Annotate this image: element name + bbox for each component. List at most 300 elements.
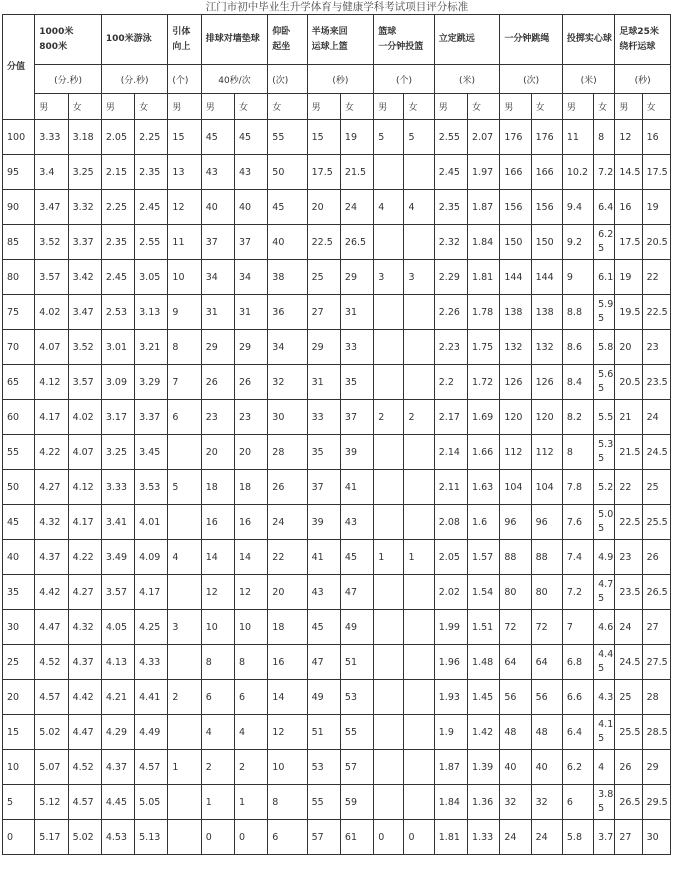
table-cell: 80 [531,575,562,610]
table-cell [374,470,404,505]
table-cell: 156 [531,190,562,225]
table-cell: 32 [268,365,307,400]
table-cell: 26 [615,750,642,785]
table-cell: 2.35 [135,155,168,190]
table-cell: 29.5 [642,785,670,820]
table-row [3,785,671,820]
table-cell: 26 [234,365,267,400]
table-cell: 3.42 [68,260,101,295]
table-cell: 4 [594,750,615,785]
table-cell: 156 [500,190,531,225]
table-cell: 24 [340,190,373,225]
table-cell: 1.33 [468,820,500,855]
table-cell: 17.5 [307,155,340,190]
table-cell: 34 [234,260,267,295]
table-cell: 33 [307,400,340,435]
table-cell: 8 [562,435,593,470]
table-cell: 1.45 [468,680,500,715]
table-cell: 27.5 [642,645,670,680]
event-header: 篮球 一分钟投篮 [374,15,435,65]
table-cell: 11 [168,225,201,260]
table-cell: 3.09 [101,365,134,400]
table-cell: 29 [340,260,373,295]
table-cell: 16 [268,645,307,680]
table-cell: 2 [404,400,434,435]
table-cell: 0 [404,820,434,855]
table-cell: 10 [234,610,267,645]
table-cell: 34 [201,260,234,295]
gender-header: 女 [234,94,267,120]
table-cell: 2.55 [135,225,168,260]
score-cell: 25 [3,645,35,680]
table-cell: 4.13 [101,645,134,680]
table-cell: 6 [268,820,307,855]
table-cell: 3.33 [35,120,68,155]
table-cell: 5 [404,120,434,155]
table-cell: 48 [500,715,531,750]
table-cell: 8 [268,785,307,820]
table-cell: 5.02 [35,715,68,750]
table-cell: 14.5 [615,155,642,190]
table-cell: 138 [500,295,531,330]
table-cell: 24 [500,820,531,855]
table-cell: 27 [307,295,340,330]
table-cell: 2.02 [434,575,467,610]
table-cell: 55 [307,785,340,820]
event-header: 100米游泳 [101,15,168,65]
table-cell: 16 [615,190,642,225]
table-cell: 16 [201,505,234,540]
score-cell: 100 [3,120,35,155]
table-cell: 4.12 [68,470,101,505]
unit-header: (分.秒) [101,65,168,94]
page-title: 江门市初中毕业生升学体育与健康学科考试项目评分标准 [205,1,469,13]
table-cell: 9 [168,295,201,330]
table-cell: 8.6 [562,330,593,365]
table-cell: 1.66 [468,435,500,470]
table-cell: 17.5 [615,225,642,260]
table-cell: 40 [500,750,531,785]
table-cell: 96 [500,505,531,540]
table-cell: 4.32 [68,610,101,645]
table-cell: 22 [268,540,307,575]
table-cell [404,750,434,785]
table-cell [168,575,201,610]
table-cell: 45 [234,120,267,155]
table-cell [374,435,404,470]
table-cell: 166 [531,155,562,190]
table-cell [374,575,404,610]
gender-header: 女 [135,94,168,120]
table-cell: 3.32 [68,190,101,225]
table-cell: 43 [201,155,234,190]
table-cell: 2 [234,750,267,785]
table-cell: 1.81 [434,820,467,855]
unit-header: (秒) [307,65,374,94]
table-cell: 26.5 [340,225,373,260]
table-cell: 32 [500,785,531,820]
table-cell: 4.47 [35,610,68,645]
table-cell: 43 [340,505,373,540]
table-cell: 1 [234,785,267,820]
table-row [3,750,671,785]
table-cell: 28.5 [642,715,670,750]
table-cell: 1.93 [434,680,467,715]
table-cell: 23.5 [615,575,642,610]
table-cell: 4.33 [135,645,168,680]
table-cell: 29 [642,750,670,785]
table-cell: 25.5 [642,505,670,540]
table-cell: 23 [642,330,670,365]
table-cell: 64 [531,645,562,680]
score-cell: 0 [3,820,35,855]
table-cell: 22.5 [642,295,670,330]
table-cell: 9 [562,260,593,295]
table-cell: 144 [500,260,531,295]
table-cell: 7.2 [594,155,615,190]
gender-header: 男 [35,94,68,120]
table-cell: 5.0 5 [594,505,615,540]
score-cell: 70 [3,330,35,365]
table-cell: 4.57 [35,680,68,715]
table-cell: 3.52 [68,330,101,365]
table-row [3,120,671,155]
table-cell: 41 [340,470,373,505]
table-cell: 2.45 [101,260,134,295]
table-cell: 2 [201,750,234,785]
table-cell: 2.05 [101,120,134,155]
table-cell: 45 [307,610,340,645]
table-cell: 4.6 [594,610,615,645]
table-cell: 104 [531,470,562,505]
table-cell: 4.49 [135,715,168,750]
table-cell: 1.42 [468,715,500,750]
table-cell: 5 [168,470,201,505]
table-cell: 64 [500,645,531,680]
table-cell: 72 [531,610,562,645]
table-cell: 49 [307,680,340,715]
table-cell: 7 [562,610,593,645]
table-cell: 31 [307,365,340,400]
table-cell: 4.37 [35,540,68,575]
table-cell: 4.37 [101,750,134,785]
event-header: 1000米 800米 [35,15,102,65]
table-cell: 37 [307,470,340,505]
table-cell: 132 [531,330,562,365]
table-cell: 51 [340,645,373,680]
table-row [3,820,671,855]
table-cell: 20.5 [615,365,642,400]
table-cell: 4.3 [594,680,615,715]
table-cell: 4.02 [68,400,101,435]
table-cell: 8 [234,645,267,680]
event-header: 仰卧 起坐 [268,15,307,65]
table-cell: 1.84 [434,785,467,820]
table-cell: 22.5 [615,505,642,540]
table-cell: 55 [268,120,307,155]
table-cell: 38 [268,260,307,295]
table-row [3,540,671,575]
table-cell: 3.57 [35,260,68,295]
table-cell: 20 [307,190,340,225]
table-cell: 15 [168,120,201,155]
table-cell: 8.2 [562,400,593,435]
table-row [3,610,671,645]
table-cell: 26.5 [615,785,642,820]
table-cell: 25 [615,680,642,715]
table-cell: 31 [201,295,234,330]
event-header: 引体 向上 [168,15,201,65]
table-cell: 40 [531,750,562,785]
table-cell: 28 [642,680,670,715]
table-cell: 120 [531,400,562,435]
table-cell: 126 [531,365,562,400]
table-cell: 6.4 [594,190,615,225]
table-cell: 3.05 [135,260,168,295]
unit-header: (次) [268,65,307,94]
table-cell: 59 [340,785,373,820]
table-cell: 2 [374,400,404,435]
table-cell: 39 [307,505,340,540]
table-cell: 1.69 [468,400,500,435]
score-cell: 5 [3,785,35,820]
table-cell: 18 [234,470,267,505]
table-cell: 51 [307,715,340,750]
table-cell: 33 [340,330,373,365]
table-cell [168,715,201,750]
table-cell: 14 [234,540,267,575]
table-cell: 12 [201,575,234,610]
table-cell: 3.52 [35,225,68,260]
table-cell: 6.1 [594,260,615,295]
table-cell: 29 [307,330,340,365]
table-cell [374,505,404,540]
table-cell: 41 [307,540,340,575]
table-cell: 45 [340,540,373,575]
table-cell: 88 [531,540,562,575]
table-cell: 1.96 [434,645,467,680]
table-cell: 21.5 [340,155,373,190]
table-cell: 19 [615,260,642,295]
table-cell: 20.5 [642,225,670,260]
table-cell: 12 [268,715,307,750]
unit-header: (次) [500,65,563,94]
table-cell [374,365,404,400]
table-cell: 4.57 [68,785,101,820]
table-cell: 1.57 [468,540,500,575]
table-cell: 4.25 [135,610,168,645]
table-cell: 4.52 [35,645,68,680]
table-row [3,400,671,435]
table-cell: 4 [168,540,201,575]
table-cell: 150 [531,225,562,260]
table-cell: 6 [234,680,267,715]
table-cell: 24 [531,820,562,855]
table-cell: 20 [615,330,642,365]
unit-header: (分.秒) [35,65,102,94]
table-header [3,15,671,120]
table-cell: 1.87 [434,750,467,785]
table-cell [374,610,404,645]
score-cell: 30 [3,610,35,645]
score-cell: 10 [3,750,35,785]
table-cell: 10 [168,260,201,295]
table-cell: 1.84 [468,225,500,260]
table-cell: 4.22 [35,435,68,470]
table-cell: 2.14 [434,435,467,470]
table-cell: 3.8 5 [594,785,615,820]
table-cell: 112 [500,435,531,470]
table-cell: 5.5 [594,400,615,435]
table-cell: 20 [234,435,267,470]
table-row [3,260,671,295]
table-cell: 4.01 [135,505,168,540]
gender-header: 女 [531,94,562,120]
table-cell: 3.25 [101,435,134,470]
table-cell [168,645,201,680]
table-cell [374,295,404,330]
table-cell: 4.27 [35,470,68,505]
table-cell: 4 [374,190,404,225]
table-cell: 4.47 [68,715,101,750]
table-cell: 3.47 [35,190,68,225]
score-cell: 65 [3,365,35,400]
table-cell: 12 [615,120,642,155]
table-cell: 48 [531,715,562,750]
table-cell: 24 [615,610,642,645]
table-cell: 4.21 [101,680,134,715]
table-cell [404,575,434,610]
table-cell: 3.37 [68,225,101,260]
table-cell: 4.41 [135,680,168,715]
table-cell: 49 [340,610,373,645]
table-cell: 88 [500,540,531,575]
table-cell: 27 [615,820,642,855]
table-cell: 4 [404,190,434,225]
table-cell: 72 [500,610,531,645]
score-cell: 75 [3,295,35,330]
table-cell: 10 [201,610,234,645]
table-cell: 4.27 [68,575,101,610]
table-cell [374,155,404,190]
table-cell: 1 [404,540,434,575]
table-cell: 45 [201,120,234,155]
table-cell: 112 [531,435,562,470]
table-cell: 12 [234,575,267,610]
table-row [3,645,671,680]
table-cell: 4.7 5 [594,575,615,610]
table-cell: 1.39 [468,750,500,785]
gender-header: 男 [101,94,134,120]
table-cell: 2.45 [135,190,168,225]
table-cell: 56 [531,680,562,715]
table-row [3,295,671,330]
table-cell: 10.2 [562,155,593,190]
score-cell: 45 [3,505,35,540]
table-cell: 25.5 [615,715,642,750]
table-cell: 24 [642,400,670,435]
table-cell [374,680,404,715]
table-cell: 4.42 [68,680,101,715]
table-cell: 4.57 [135,750,168,785]
table-cell [404,435,434,470]
event-header: 排球对墙垫球 [201,15,268,65]
table-cell: 2.15 [101,155,134,190]
table-cell: 2 [168,680,201,715]
table-cell: 4.32 [35,505,68,540]
table-cell: 29 [234,330,267,365]
table-cell: 144 [531,260,562,295]
table-cell: 45 [268,190,307,225]
table-cell: 4.05 [101,610,134,645]
table-cell: 7.2 [562,575,593,610]
table-cell: 0 [374,820,404,855]
score-cell: 20 [3,680,35,715]
table-cell [404,505,434,540]
table-cell: 4.9 [594,540,615,575]
table-cell: 3.53 [135,470,168,505]
table-cell: 2.25 [135,120,168,155]
table-cell: 24.5 [615,645,642,680]
score-cell: 85 [3,225,35,260]
table-cell: 5.6 5 [594,365,615,400]
table-cell: 1.87 [468,190,500,225]
table-cell [404,225,434,260]
table-cell: 53 [307,750,340,785]
table-cell: 2.11 [434,470,467,505]
table-cell: 6.2 [562,750,593,785]
table-cell: 4 [201,715,234,750]
gender-header: 男 [434,94,467,120]
table-cell: 1.99 [434,610,467,645]
table-cell: 11 [562,120,593,155]
score-cell: 80 [3,260,35,295]
table-cell [374,330,404,365]
table-row [3,365,671,400]
table-cell [168,435,201,470]
score-cell: 50 [3,470,35,505]
table-cell: 18 [268,610,307,645]
score-cell: 95 [3,155,35,190]
table-cell: 3.49 [101,540,134,575]
table-cell: 2.05 [434,540,467,575]
table-cell: 3 [168,610,201,645]
table-cell: 23 [615,540,642,575]
table-cell: 1.72 [468,365,500,400]
table-cell: 5.07 [35,750,68,785]
table-cell: 4.52 [68,750,101,785]
table-cell: 0 [201,820,234,855]
table-cell: 26 [201,365,234,400]
table-cell: 23 [234,400,267,435]
table-cell: 8.8 [562,295,593,330]
table-cell: 30 [642,820,670,855]
table-cell: 3 [404,260,434,295]
table-cell: 1.81 [468,260,500,295]
table-cell: 3 [374,260,404,295]
table-cell: 9.2 [562,225,593,260]
table-cell [404,715,434,750]
table-cell: 2.29 [434,260,467,295]
table-cell: 3.13 [135,295,168,330]
table-cell: 96 [531,505,562,540]
table-cell: 4.17 [35,400,68,435]
table-cell: 34 [268,330,307,365]
table-cell: 4.17 [135,575,168,610]
table-cell: 40 [201,190,234,225]
table-cell: 2.07 [468,120,500,155]
table-cell: 5.05 [135,785,168,820]
